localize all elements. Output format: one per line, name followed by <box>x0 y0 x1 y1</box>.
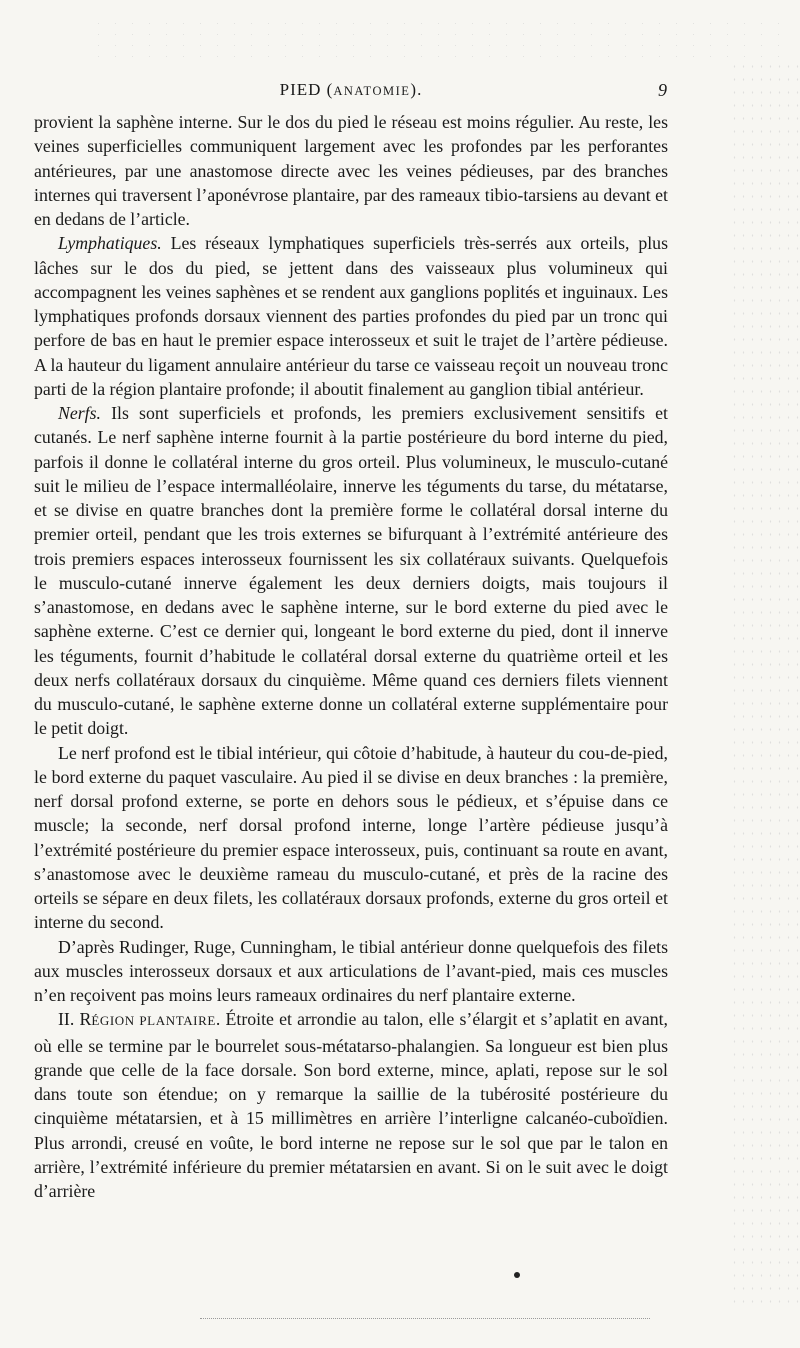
paragraph-veins: provient la saphène interne. Sur le dos du pied le réseau est moins régulier. Au reste, les veines superficielles communiquent largement avec les profondes par les perforantes antérieures, par une anastomose directe avec les veines pédieuses, par des branches internes qui traversent l’aponévrose plantaire, par des rameaux tibio-tarsiens au devant et en dedans de l’article. <box>34 112 668 229</box>
heading-lymphatiques: Lymphatiques. <box>58 233 162 254</box>
paragraph-deep-nerve: Le nerf profond est le tibial intérieur, qui côtoie d’habitude, à hauteur du cou-de-pied, le bord externe du paquet vasculaire. Au pied il se divise en deux branches : la première, nerf dorsal profond externe, se porte en dehors sous le pédieux, et s’épuise dans ce muscle; la seconde, nerf dorsal profond interne, longe l’artère pédieuse jusqu’à l’extrémité postérieure du premier espace interosseux, puis, continuant sa route en avant, s’anastomose avec le deuxième rameau du musculo-cutané, et près de la racine des orteils se sépare en deux filets, les collatéraux dorsaux profonds, externe du gros orteil et interne du second. <box>34 742 668 933</box>
paragraph-rudinger: D’après Rudinger, Ruge, Cunningham, le tibial antérieur donne quelquefois des filets aux muscles interosseux dorsaux et aux articulations de l’avant-pied, mais ces muscles n’en reçoivent pas moins leurs rameaux ordinaires du nerf plantaire externe. <box>34 936 668 1005</box>
scan-noise-margin <box>730 60 800 1310</box>
running-title: PIED (ANATOMIE). <box>279 80 423 99</box>
ink-dot <box>514 1272 520 1278</box>
page-number: 9 <box>658 80 668 100</box>
heading-nerfs: Nerfs. <box>58 403 101 423</box>
book-page <box>34 80 668 1203</box>
running-header <box>34 80 668 110</box>
paragraph-plantar-region: II. RÉGION PLANTAIRE. Étroite et arrondie au talon, elle s’élargit et s’aplatit en avant, où elle se termine par le bourrelet sous-métatarso-phalangien. Sa longueur est bien plus grande que celle de la face dorsale. Son bord externe, mince, aplati, repose sur le sol dans toute son étendue; on y remarque la saillie de la tubérosité postérieure du cinquième métatarsien, et à 15 millimètres en arrière l’interligne calcanéo-cuboïdien. Plus arrondi, creusé en voûte, le bord interne ne repose sur le sol que par le talon en arrière, l’extrémité inférieure du premier métatarsien en avant. Si on le suit avec le doigt d’arrière <box>34 1009 668 1201</box>
paragraph-lymphatics: Lymphatiques. Les réseaux lymphatiques superficiels très-serrés aux orteils, plus lâches sur le dos du pied, se jettent dans des vaisseaux plus volumineux qui accompagnent les veines saphènes et se rendent aux ganglions poplités et inguinaux. Les lymphatiques profonds dorsaux viennent des parties profondes du pied par un tronc qui perfore de bas en haut le premier espace interosseux et suit le trajet de l’artère pédieuse. A la hauteur du ligament annulaire antérieur du tarse ce vaisseau reçoit un nouveau tronc parti de la région plantaire profonde; il aboutit finalement au ganglion tibial antérieur. <box>34 233 668 399</box>
paragraph-nerves: Nerfs. Ils sont superficiels et profonds, les premiers exclusivement sensitifs et cutanés. Le nerf saphène interne fournit à la partie postérieure du bord interne du pied, parfois il donne le collatéral interne du gros orteil. Plus volumineux, le musculo-cutané suit le milieu de l’espace intermalléolaire, innerve les téguments du tarse, du métatarse, et se divise en quatre branches dont la première forme le collatéral dorsal interne du premier orteil, pendant que les trois externes se bifurquant à l’extrémité antérieure des trois premiers espaces interosseux fournissent les six collatéraux suivants. Quelquefois le musculo-cutané innerve également les deux derniers doigts, mais toujours il s’anastomose, en dedans avec le saphène interne, sur le bord externe du pied avec le saphène externe. C’est ce dernier qui, longeant le bord externe du pied, dont il innerve les téguments, fournit d’habitude le collatéral dorsal externe du quatrième orteil et les deux nerfs collatéraux dorsaux du cinquième. Même quand ces derniers filets viennent du musculo-cutané, le saphène externe donne un collatéral externe supplémentaire pour le petit doigt. <box>34 403 668 739</box>
scan-noise-top <box>90 18 790 58</box>
heading-region-plantaire: II. RÉGION PLANTAIRE. <box>58 1009 221 1030</box>
bottom-rule <box>200 1318 650 1319</box>
